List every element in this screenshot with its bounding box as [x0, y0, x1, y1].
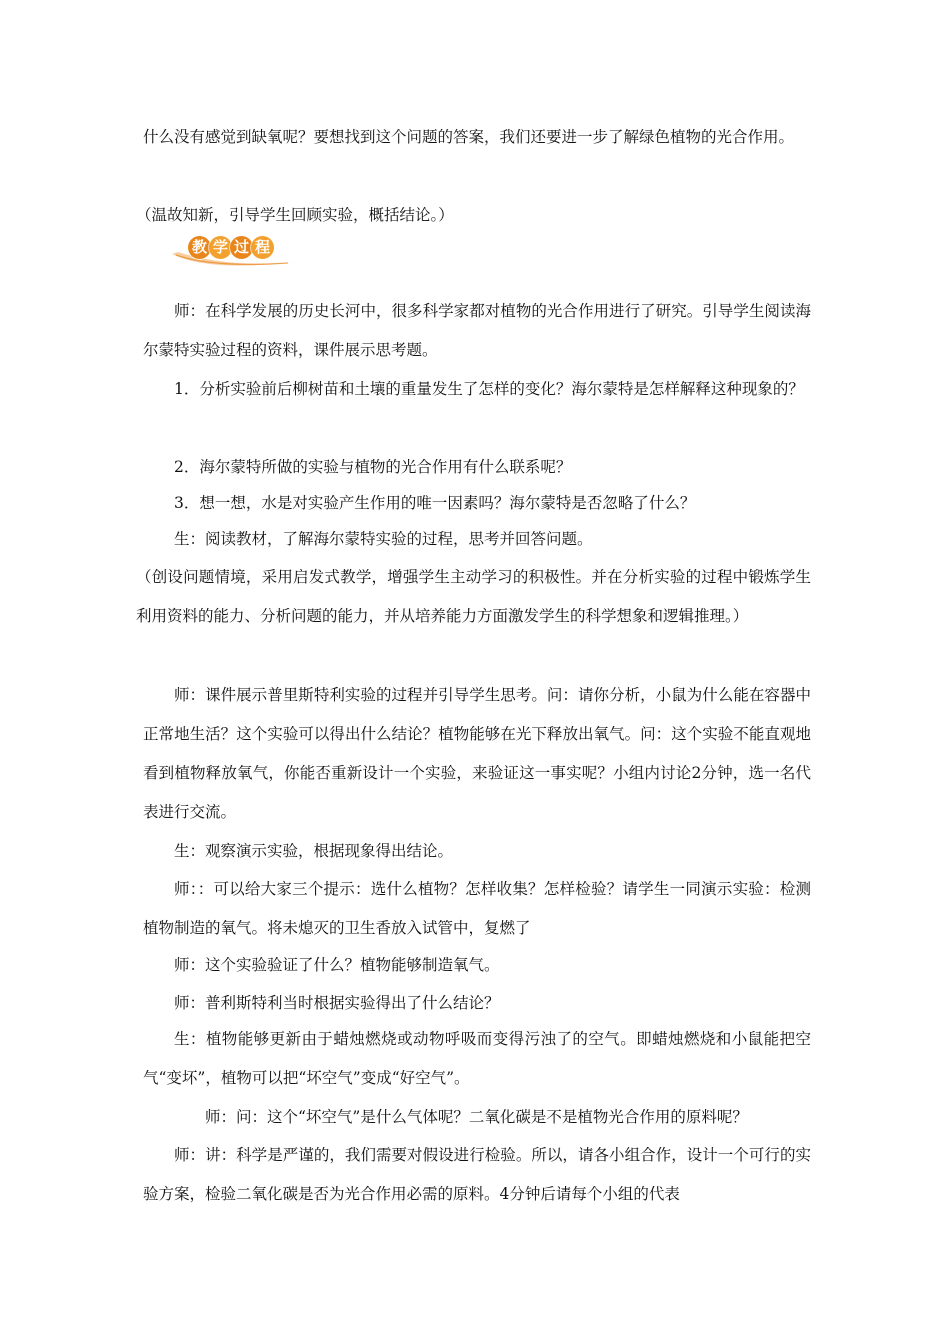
paragraph-teacher-1: 师：在科学发展的历史长河中，很多科学家都对植物的光合作用进行了研究。引导学生阅读海尔蒙特实验过程的资料，课件展示思考题。 — [143, 302, 811, 359]
question-2: 2．海尔蒙特所做的实验与植物的光合作用有什么联系呢？ — [174, 458, 572, 476]
paragraph-student-3: 生：植物能够更新由于蜡烛燃烧或动物呼吸而变得污浊了的空气。即蜡烛燃烧和小鼠能把空气“变坏”，植物可以把“坏空气”变成“好空气”。 — [143, 1030, 811, 1087]
banner-char-1: 教 — [188, 236, 211, 259]
paragraph-student-1: 生：阅读教材，了解海尔蒙特实验的过程，思考并回答问题。 — [174, 530, 593, 548]
paragraph-teacher-2: 师：课件展示普里斯特利实验的过程并引导学生思考。问：请你分析，小鼠为什么能在容器中正常地生活？这个实验可以得出什么结论？植物能够在光下释放出氧气。问：这个实验不能直观地看到植物释放氧气，你能否重新设计一个实验，来验证这一事实呢？小组内讨论2分钟，选一名代表进行交流。 — [143, 686, 811, 821]
banner-char-4: 程 — [251, 236, 274, 259]
paragraph-intro: 什么没有感觉到缺氧呢？要想找到这个问题的答案，我们还要进一步了解绿色植物的光合作用。 — [143, 128, 795, 146]
paragraph-teacher-4: 师：这个实验验证了什么？植物能够制造氧气。 — [174, 956, 500, 974]
banner-char-3: 过 — [230, 236, 253, 259]
paragraph-teacher-7: 师：讲：科学是严谨的，我们需要对假设进行检验。所以，请各小组合作，设计一个可行的实验方案，检验二氧化碳是否为光合作用必需的原料。4分钟后请每个小组的代表 — [143, 1146, 811, 1203]
note-design: （创设问题情境，采用启发式教学，增强学生主动学习的积极性。并在分析实验的过程中锻炼学生利用资料的能力、分析问题的能力，并从培养能力方面激发学生的科学想象和逻辑推理。） — [136, 568, 811, 625]
paragraph-student-2: 生：观察演示实验，根据现象得出结论。 — [174, 842, 454, 860]
note-review: （温故知新，引导学生回顾实验，概括结论。） — [136, 206, 454, 224]
question-3: 3．想一想，水是对实验产生作用的唯一因素吗？海尔蒙特是否忽略了什么？ — [174, 494, 696, 512]
paragraph-teacher-3: 师：：可以给大家三个提示：选什么植物？怎样收集？怎样检验？请学生一同演示实验：检测植物制造的氧气。将未熄灭的卫生香放入试管中，复燃了 — [143, 880, 811, 937]
question-1: 1．分析实验前后柳树苗和土壤的重量发生了怎样的变化？海尔蒙特是怎样解释这种现象的？ — [174, 380, 804, 398]
paragraph-teacher-6: 师：问：这个“坏空气”是什么气体呢？二氧化碳是不是植物光合作用的原料呢？ — [205, 1108, 748, 1126]
banner-char-2: 学 — [209, 236, 232, 259]
section-banner-teaching-process — [168, 232, 298, 272]
paragraph-teacher-5: 师：普利斯特利当时根据实验得出了什么结论？ — [174, 994, 500, 1012]
